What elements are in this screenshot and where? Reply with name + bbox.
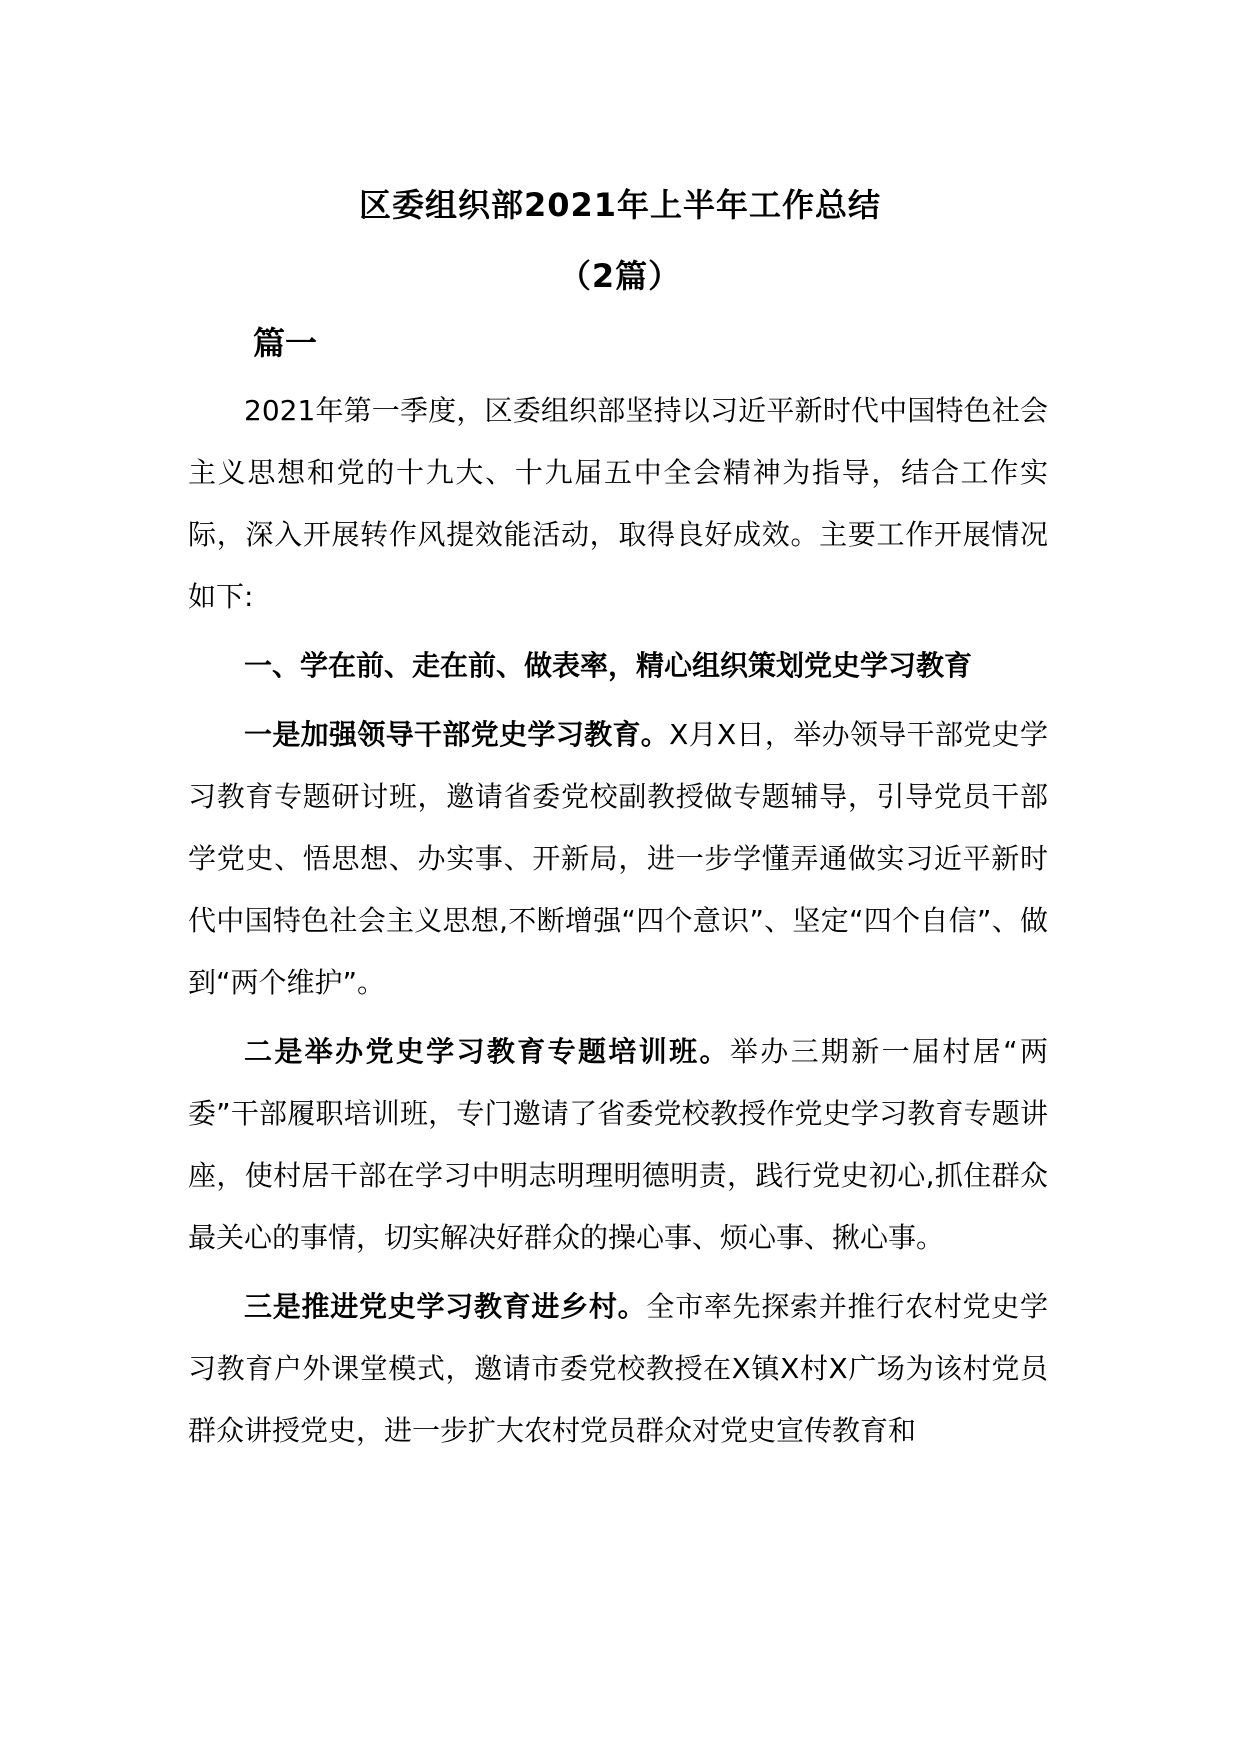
- section-heading-text: 一、学在前、走在前、做表率，精心组织策划党史学习教育: [244, 649, 973, 682]
- paragraph-2: [188, 1021, 1048, 1269]
- document-subtitle: （2篇）: [558, 257, 682, 295]
- paragraph-1-lead: 一是加强领导干部党史学习教育。: [244, 718, 670, 751]
- intro-text: 2021年第一季度，区委组织部坚持以习近平新时代中国特色社会主义思想和党的十九大、十九届五中全会精神为指导，结合工作实际，深入开展转作风提效能活动，取得良好成效。主要工作开展情况如下:: [188, 394, 1048, 613]
- section-heading: [188, 635, 1048, 697]
- paragraph-1: [188, 704, 1048, 1014]
- paragraph-1-text: X月X日，举办领导干部党史学习教育专题研讨班，邀请省委党校副教授做专题辅导，引导党员干部学党史、悟思想、办实事、开新局，进一步学懂弄通做实习近平新时代中国特色社会主义思想,不断增强“四个意识”、坚定“四个自信”、做到“两个维护”。: [188, 718, 1048, 999]
- intro-paragraph: [188, 380, 1048, 628]
- document-body: [188, 380, 1048, 1469]
- paragraph-3: [188, 1276, 1048, 1462]
- document-title: 区委组织部2021年上半年工作总结: [358, 186, 882, 224]
- paragraph-3-lead: 三是推进党史学习教育进乡村。: [244, 1290, 647, 1323]
- section-label: 篇一: [253, 324, 318, 362]
- paragraph-3-text: 全市率先探索并推行农村党史学习教育户外课堂模式，邀请市委党校教授在X镇X村X广场为该村党员群众讲授党史，进一步扩大农村党员群众对党史宣传教育和: [188, 1290, 1048, 1447]
- paragraph-2-lead: 二是举办党史学习教育专题培训班。: [244, 1035, 730, 1068]
- paragraph-2-text: 举办三期新一届村居“两委”干部履职培训班，专门邀请了省委党校教授作党史学习教育专题讲座，使村居干部在学习中明志明理明德明责，践行党史初心,抓住群众最关心的事情，切实解决好群众的操心事、烦心事、揪心事。: [188, 1035, 1048, 1254]
